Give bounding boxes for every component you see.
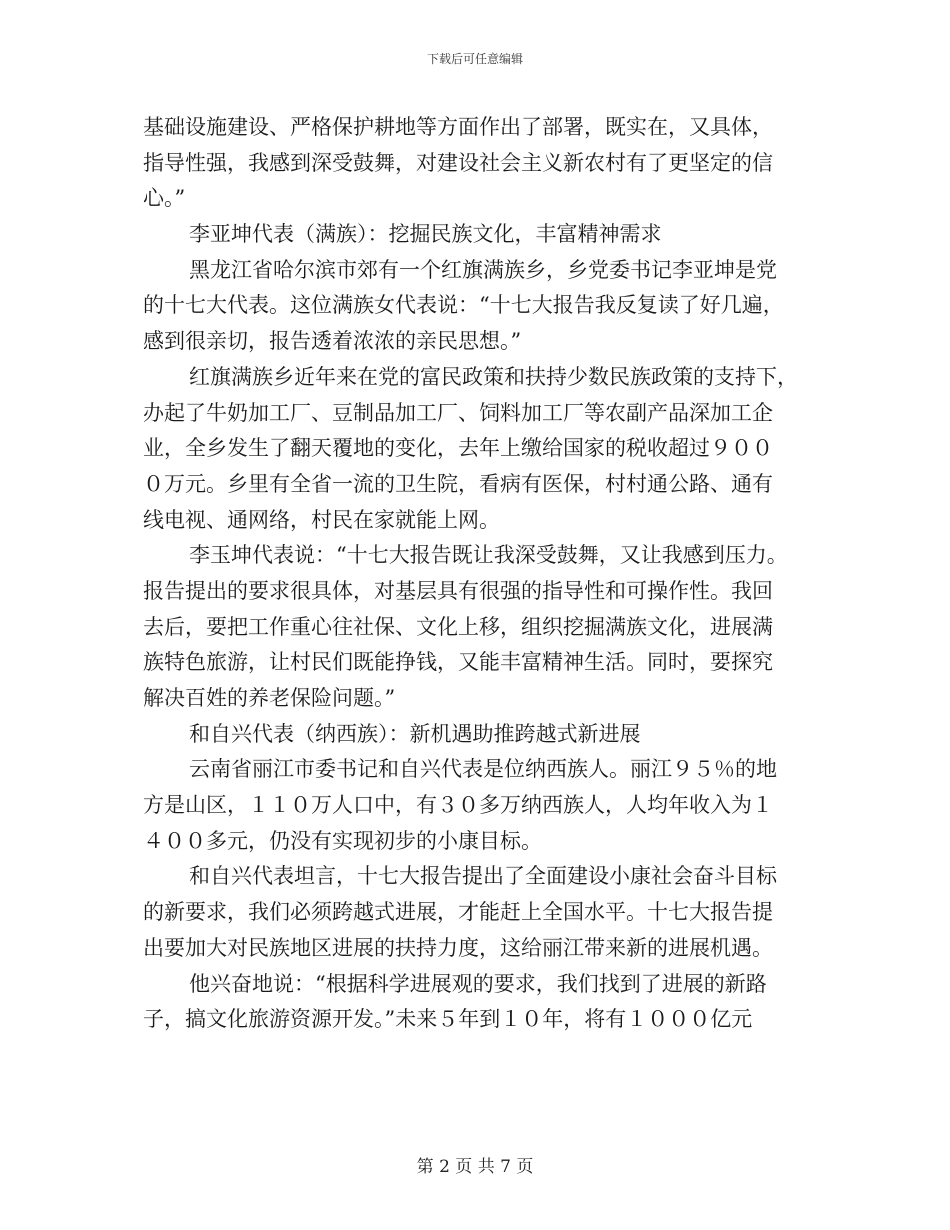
page-header: 下载后可任意编辑 [426, 52, 523, 66]
text-line: 红旗满族乡近年来在党的富民政策和扶持少数民族政策的支持下， [189, 364, 798, 389]
text-line: 出要加大对民族地区进展的扶持力度，这给丽江带来新的进展机遇。 [143, 935, 773, 960]
document-body [143, 110, 811, 1038]
text-line: 和自兴代表坦言，十七大报告提出了全面建设小康社会奋斗目标 [189, 864, 777, 889]
text-line: 解决百姓的养老保险问题。” [143, 686, 396, 710]
text-line: 族特色旅游，让村民们既能挣钱，又能丰富精神生活。同时，要探究 [143, 650, 773, 675]
text-line: 云南省丽江市委书记和自兴代表是位纳西族人。丽江９５％的地 [189, 757, 777, 782]
text-line: 子，搞文化旅游资源开发。”未来５年到１０年，将有１０００亿元 [143, 1007, 753, 1032]
text-line: 的十七大代表。这位满族女代表说：“十七大报告我反复读了好几遍， [143, 293, 784, 318]
text-line: 业，全乡发生了翻天覆地的变化，去年上缴给国家的税收超过９００ [143, 436, 773, 461]
text-line: 去后，要把工作重心往社保、文化上移，组织挖掘满族文化，进展满 [143, 614, 773, 639]
text-line: ４００多元，仍没有实现初步的小康目标。 [143, 828, 542, 853]
text-line: 心。” [143, 186, 186, 211]
text-line: 方是山区，１１０万人口中，有３０多万纳西族人，人均年收入为１ [143, 793, 773, 818]
text-line: 办起了牛奶加工厂、豆制品加工厂、饲料加工厂等农副产品深加工企 [143, 400, 773, 425]
text-line: 黑龙江省哈尔滨市郊有一个红旗满族乡，乡党委书记李亚坤是党 [189, 257, 777, 282]
page-footer: 第 2 页 共 7 页 [416, 1157, 534, 1177]
text-line: 报告提出的要求很具体，对基层具有很强的指导性和可操作性。我回 [143, 578, 773, 603]
text-line: 李亚坤代表（满族）：挖掘民族文化，丰富精神需求 [189, 222, 662, 247]
text-line: 的新要求，我们必须跨越式进展，才能赶上全国水平。十七大报告提 [143, 900, 773, 925]
text-line: 线电视、通网络，村民在家就能上网。 [143, 507, 500, 532]
text-line: 李玉坤代表说：“十七大报告既让我深受鼓舞，又让我感到压力。 [189, 543, 788, 568]
text-line: 和自兴代表（纳西族）：新机遇助推跨越式新进展 [189, 721, 641, 746]
text-line: 基础设施建设、严格保护耕地等方面作出了部署，既实在，又具体， [143, 115, 773, 139]
text-line: 他兴奋地说：“根据科学进展观的要求，我们找到了进展的新路 [189, 971, 767, 996]
text-line: ０万元。乡里有全省一流的卫生院，看病有医保，村村通公路、通有 [143, 471, 773, 496]
text-line: 指导性强，我感到深受鼓舞，对建设社会主义新农村有了更坚定的信 [143, 150, 773, 175]
text-line: 感到很亲切，报告透着浓浓的亲民思想。” [143, 329, 522, 354]
